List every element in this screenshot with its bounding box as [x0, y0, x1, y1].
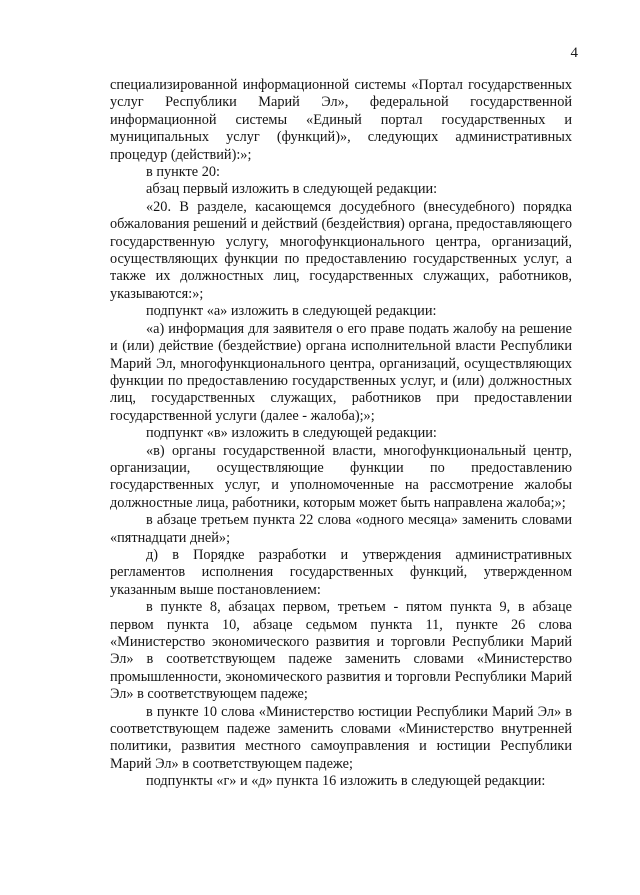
- paragraph: специализированной информационной системы «Портал государственных услуг Республики Марий Эл», федеральной государственной информационной системы «Единый портал государственных и муниципальных услуг (функций)», следующих административных процедур (действий):»;: [110, 77, 572, 163]
- paragraph: «20. В разделе, касающемся досудебного (внесудебного) порядка обжалования решений и действий (бездействия) органа, предоставляющего государственную услугу, многофункционального центра, организаций, осуществляющих функции по предоставлению государственных услуг, а также их должностных лиц, государственных служащих, работников, указываются:»;: [110, 198, 572, 302]
- paragraph: д) в Порядке разработки и утверждения административных регламентов исполнения государственных функций, утвержденном указанным выше постановлением:: [110, 546, 572, 598]
- paragraph: в абзаце третьем пункта 22 слова «одного месяца» заменить словами «пятнадцати дней»;: [110, 512, 572, 546]
- paragraph: абзац первый изложить в следующей редакции:: [146, 181, 438, 198]
- page-number: 4: [570, 45, 578, 61]
- paragraph: «в) органы государственной власти, многофункциональный центр, организации, осуществляющие функции по предоставлению государственных услуг, и уполномоченные на рассмотрение жалобы должностные лица, работники, которым может быть направлена жалоба;»;: [110, 442, 572, 511]
- paragraph: в пункте 8, абзацах первом, третьем - пятом пункта 9, в абзаце первом пункта 10, абзаце седьмом пункта 11, пункте 26 слова «Министерство экономического развития и торговли Республики Марий Эл» в соответствующем падеже заменить словами «Министерство промышленности, экономического развития и торговли Республики Марий Эл» в соответствующем падеже;: [110, 599, 572, 703]
- paragraph: подпункт «в» изложить в следующей редакции:: [146, 425, 437, 442]
- paragraph: в пункте 20:: [146, 164, 220, 181]
- document-body: [110, 77, 572, 791]
- paragraph: в пункте 10 слова «Министерство юстиции Республики Марий Эл» в соответствующем падеже заменить словами «Министерство внутренней политики, развития местного самоуправления и юстиции Республики Марий Эл» в соответствующем падеже;: [110, 703, 572, 772]
- paragraph: «а) информация для заявителя о его праве подать жалобу на решение и (или) действие (бездействие) органа исполнительной власти Республики Марий Эл, многофункционального центра, организаций, осуществляющих функции по предоставлению государственных услуг, и (или) должностных лиц, государственных служащих, работников при предоставлении государственной услуги (далее - жалоба);»;: [110, 320, 572, 424]
- paragraph: подпункт «а» изложить в следующей редакции:: [146, 303, 437, 320]
- paragraph: подпункты «г» и «д» пункта 16 изложить в следующей редакции:: [146, 773, 546, 790]
